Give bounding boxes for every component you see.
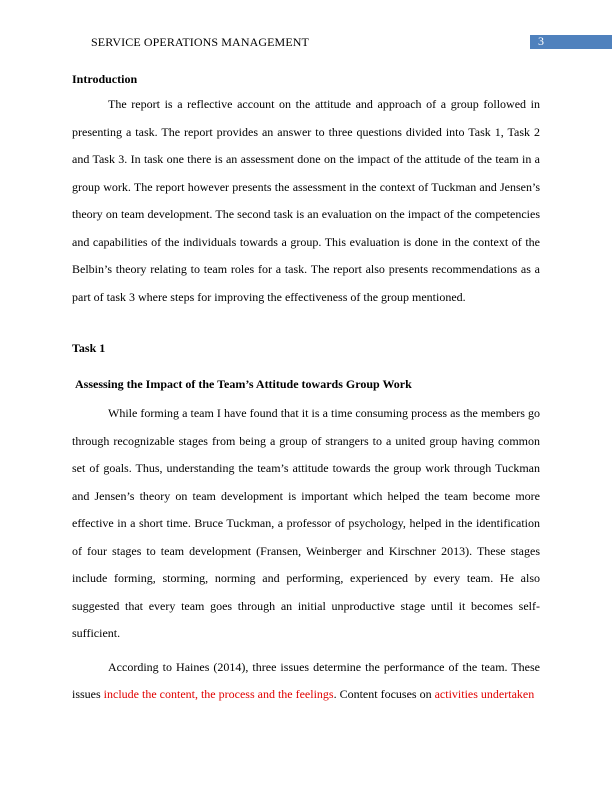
page-number-badge bbox=[530, 35, 612, 49]
task1-heading: Task 1 bbox=[72, 341, 106, 355]
highlighted-text: include the content, the process and the feelings bbox=[103, 687, 334, 701]
paragraph-text: . Content focuses on bbox=[333, 687, 435, 701]
introduction-heading: Introduction bbox=[72, 72, 138, 86]
task1-paragraph-1: While forming a team I have found that it is a time consuming process as the members go through recognizable stages from being a group of strangers to a united group having common set of goals. Thus, understanding the team’s attitude towards the group work through Tuckman and Jensen’s theory on team development is important which helped the team become more effective in a short time. Bruce Tuckman, a professor of psychology, helped in the identification of four stages to team development (Fransen, Weinberger and Kirschner 2013). These stages include forming, storming, norming and performing, experienced by every team. He also suggested that every team goes through an initial unproductive stage until it becomes self-sufficient. bbox=[72, 406, 540, 640]
running-header: SERVICE OPERATIONS MANAGEMENT bbox=[91, 35, 309, 49]
paragraph-text: According to Haines (2014), three issues determine the performance of the team. These issues bbox=[72, 659, 540, 701]
document-body bbox=[72, 69, 540, 709]
task1-subheading: Assessing the Impact of the Team’s Attitude towards Group Work bbox=[75, 377, 412, 391]
task1-paragraph-2 bbox=[72, 654, 540, 709]
introduction-paragraph: The report is a reflective account on the attitude and approach of a group followed in presenting a task. The report provides an answer to three questions divided into Task 1, Task 2 and Task 3. In task one there is an assessment done on the impact of the attitude of the team in a group work. The report however presents the assessment in the context of Tuckman and Jensen’s theory on team development. The second task is an evaluation on the impact of the competencies and capabilities of the individuals towards a group. This evaluation is done in the context of the Belbin’s theory relating to team roles for a task. The report also presents recommendations as a part of task 3 where steps for improving the effectiveness of the group mentioned. bbox=[72, 97, 540, 304]
page-number: 3 bbox=[538, 34, 544, 48]
highlighted-text: activities undertaken bbox=[434, 687, 535, 701]
